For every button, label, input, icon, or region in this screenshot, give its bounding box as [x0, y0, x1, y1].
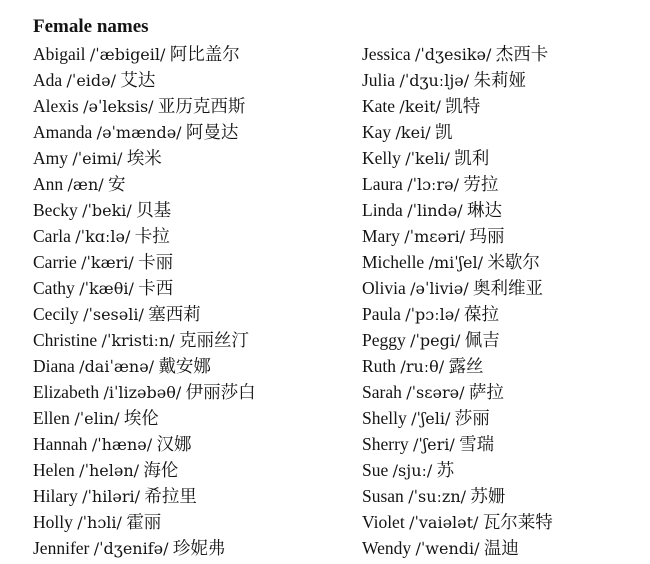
chinese-name: 苏姗 — [470, 486, 506, 506]
name-entry — [33, 431, 353, 457]
name-entry — [33, 275, 353, 301]
chinese-name: 葆拉 — [464, 304, 499, 324]
english-name: Diana — [33, 356, 75, 376]
chinese-name: 安 — [108, 174, 126, 194]
ipa-transcription: /miˈʃel/ — [428, 253, 483, 272]
ipa-transcription: /ˈmɛəri/ — [404, 227, 466, 246]
name-entry — [362, 275, 642, 301]
chinese-name: 塞西莉 — [148, 304, 201, 324]
name-entry — [33, 327, 353, 353]
ipa-transcription: /ˈdʒesikə/ — [414, 45, 492, 64]
ipa-transcription: /keit/ — [399, 97, 441, 116]
name-entry — [362, 431, 642, 457]
page-title: Female names — [33, 16, 149, 37]
chinese-name: 卡拉 — [134, 226, 170, 246]
ipa-transcription: /sjuː/ — [392, 461, 433, 480]
english-name: Ruth — [362, 356, 397, 376]
name-entry — [33, 509, 353, 535]
chinese-name: 海伦 — [143, 460, 179, 480]
name-entry — [33, 119, 353, 145]
name-entry — [362, 145, 642, 171]
english-name: Jennifer — [33, 538, 90, 558]
chinese-name: 琳达 — [467, 200, 503, 220]
chinese-name: 雪瑞 — [459, 434, 495, 454]
right-name-column — [362, 41, 642, 561]
name-entry — [362, 171, 642, 197]
english-name: Hannah — [33, 434, 88, 454]
ipa-transcription: /ˈʃeri/ — [413, 435, 455, 454]
name-entry — [33, 197, 353, 223]
chinese-name: 奥利维亚 — [473, 278, 544, 298]
chinese-name: 卡西 — [138, 278, 174, 298]
ipa-transcription: /ˈkæri/ — [81, 253, 134, 272]
english-name: Mary — [362, 226, 400, 246]
chinese-name: 埃米 — [126, 148, 162, 168]
ipa-transcription: /ˈdʒenifə/ — [93, 539, 169, 558]
name-entry — [362, 509, 642, 535]
name-entry — [362, 223, 642, 249]
name-entry — [362, 67, 642, 93]
english-name: Cathy — [33, 278, 75, 298]
ipa-transcription: /ˈkɑːlə/ — [75, 227, 131, 246]
chinese-name: 米歇尔 — [487, 252, 540, 272]
ipa-transcription: /ˈelin/ — [74, 409, 120, 428]
name-entry — [33, 353, 353, 379]
english-name: Sarah — [362, 382, 402, 402]
english-name: Michelle — [362, 252, 425, 272]
left-name-column — [33, 41, 353, 561]
ipa-transcription: /əˈliviə/ — [410, 279, 469, 298]
name-entry — [362, 353, 642, 379]
ipa-transcription: /ˈpɔːlə/ — [405, 305, 460, 324]
name-entry — [362, 249, 642, 275]
chinese-name: 朱莉娅 — [473, 70, 527, 90]
ipa-transcription: /ˈhɔli/ — [77, 513, 122, 532]
english-name: Ada — [33, 70, 63, 90]
ipa-transcription: /iˈlizəbəθ/ — [103, 383, 182, 402]
english-name: Amy — [33, 148, 68, 168]
chinese-name: 劳拉 — [463, 174, 499, 194]
chinese-name: 凯利 — [454, 148, 490, 168]
chinese-name: 亚历克西斯 — [157, 96, 246, 116]
english-name: Abigail — [33, 44, 86, 64]
chinese-name: 莎丽 — [454, 408, 490, 428]
name-entry — [33, 41, 353, 67]
english-name: Ellen — [33, 408, 70, 428]
english-name: Linda — [362, 200, 403, 220]
ipa-transcription: /ˈkæθi/ — [79, 279, 134, 298]
chinese-name: 贝基 — [136, 200, 172, 220]
name-entry — [33, 145, 353, 171]
ipa-transcription: /ˈvaiələt/ — [409, 513, 479, 532]
name-entry — [33, 301, 353, 327]
name-entry — [33, 249, 353, 275]
ipa-transcription: /ˈhiləri/ — [82, 487, 141, 506]
chinese-name: 玛丽 — [469, 226, 505, 246]
english-name: Amanda — [33, 122, 93, 142]
chinese-name: 凯特 — [445, 96, 481, 116]
english-name: Elizabeth — [33, 382, 100, 402]
name-entry — [362, 327, 642, 353]
chinese-name: 艾达 — [120, 70, 156, 90]
name-entry — [362, 197, 642, 223]
ipa-transcription: /ˈsesəli/ — [83, 305, 144, 324]
ipa-transcription: /əˈleksis/ — [83, 97, 154, 116]
chinese-name: 珍妮弗 — [172, 538, 226, 558]
ipa-transcription: /ˈhelən/ — [79, 461, 140, 480]
chinese-name: 希拉里 — [144, 486, 197, 506]
english-name: Laura — [362, 174, 403, 194]
ipa-transcription: /ˈdʒuːljə/ — [399, 71, 470, 90]
ipa-transcription: /ˈhænə/ — [91, 435, 153, 454]
ipa-transcription: /əˈmændə/ — [96, 123, 182, 142]
chinese-name: 霍丽 — [126, 512, 162, 532]
ipa-transcription: /æn/ — [67, 175, 104, 194]
chinese-name: 萨拉 — [468, 382, 504, 402]
chinese-name: 凯 — [434, 122, 453, 142]
chinese-name: 杰西卡 — [495, 44, 549, 64]
english-name: Carrie — [33, 252, 77, 272]
name-entry — [33, 379, 353, 405]
english-name: Holly — [33, 512, 73, 532]
english-name: Julia — [362, 70, 396, 90]
chinese-name: 汉娜 — [156, 434, 192, 454]
ipa-transcription: /ˈæbigeil/ — [89, 45, 166, 64]
english-name: Kate — [362, 96, 396, 116]
name-entry — [33, 223, 353, 249]
chinese-name: 瓦尔莱特 — [482, 512, 553, 532]
english-name: Sherry — [362, 434, 409, 454]
chinese-name: 温迪 — [483, 538, 519, 558]
ipa-transcription: /ˈkeli/ — [405, 149, 450, 168]
english-name: Susan — [362, 486, 404, 506]
english-name: Hilary — [33, 486, 78, 506]
name-entry — [362, 41, 642, 67]
ipa-transcription: /ˈlində/ — [407, 201, 463, 220]
english-name: Cecily — [33, 304, 79, 324]
name-entry — [33, 171, 353, 197]
name-entry — [362, 379, 642, 405]
english-name: Sue — [362, 460, 389, 480]
name-entry — [362, 119, 642, 145]
english-name: Kelly — [362, 148, 401, 168]
ipa-transcription: /ˈbeki/ — [82, 201, 132, 220]
chinese-name: 佩吉 — [464, 330, 500, 350]
name-entry — [33, 535, 353, 561]
chinese-name: 卡丽 — [138, 252, 174, 272]
chinese-name: 露丝 — [448, 356, 484, 376]
name-entry — [33, 93, 353, 119]
name-entry — [33, 483, 353, 509]
ipa-transcription: /ˈlɔːrə/ — [407, 175, 459, 194]
name-entry — [362, 483, 642, 509]
ipa-transcription: /daiˈænə/ — [79, 357, 155, 376]
english-name: Violet — [362, 512, 405, 532]
name-entry — [362, 93, 642, 119]
ipa-transcription: /ˈpegi/ — [410, 331, 461, 350]
chinese-name: 伊丽莎白 — [185, 382, 256, 402]
chinese-name: 克丽丝汀 — [179, 330, 250, 350]
english-name: Shelly — [362, 408, 407, 428]
english-name: Olivia — [362, 278, 406, 298]
chinese-name: 埃伦 — [123, 408, 159, 428]
name-entry — [362, 535, 642, 561]
english-name: Wendy — [362, 538, 412, 558]
english-name: Christine — [33, 330, 98, 350]
english-name: Carla — [33, 226, 71, 246]
ipa-transcription: /ruːθ/ — [400, 357, 445, 376]
chinese-name: 阿比盖尔 — [169, 44, 240, 64]
ipa-transcription: /ˈeimi/ — [72, 149, 123, 168]
ipa-transcription: /ˈsuːzn/ — [408, 487, 467, 506]
ipa-transcription: /ˈsɛərə/ — [406, 383, 465, 402]
english-name: Peggy — [362, 330, 406, 350]
ipa-transcription: /ˈkristiːn/ — [101, 331, 175, 350]
english-name: Jessica — [362, 44, 411, 64]
english-name: Paula — [362, 304, 401, 324]
ipa-transcription: /ˈwendi/ — [415, 539, 480, 558]
english-name: Helen — [33, 460, 75, 480]
ipa-transcription: /kei/ — [395, 123, 431, 142]
chinese-name: 戴安娜 — [158, 356, 211, 376]
ipa-transcription: /ˈʃeli/ — [411, 409, 451, 428]
name-entry — [362, 457, 642, 483]
name-entry — [362, 301, 642, 327]
chinese-name: 阿曼达 — [185, 122, 239, 142]
english-name: Ann — [33, 174, 64, 194]
name-entry — [33, 457, 353, 483]
ipa-transcription: /ˈeidə/ — [66, 71, 117, 90]
name-entry — [33, 67, 353, 93]
english-name: Kay — [362, 122, 392, 142]
english-name: Alexis — [33, 96, 79, 116]
english-name: Becky — [33, 200, 78, 220]
name-entry — [33, 405, 353, 431]
chinese-name: 苏 — [436, 460, 455, 480]
name-entry — [362, 405, 642, 431]
